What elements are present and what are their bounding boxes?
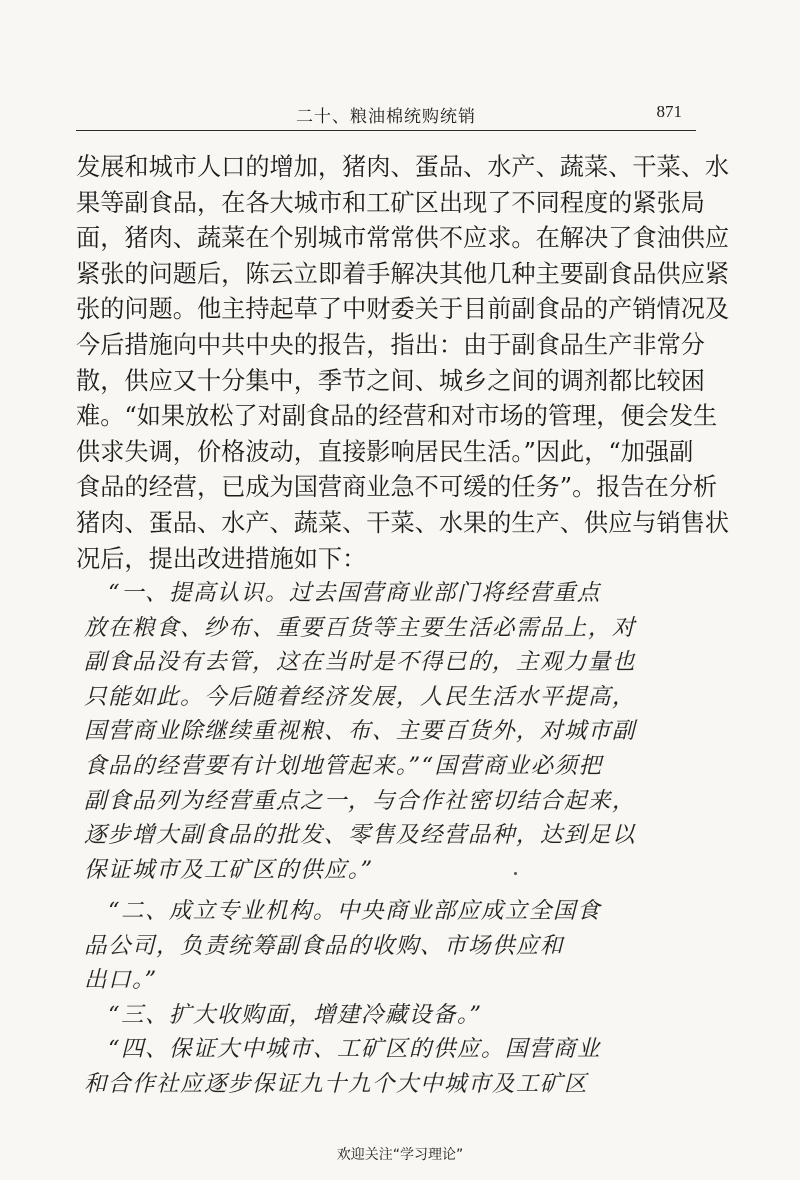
quote-line: 逐步增大副食品的批发、零售及经营品种，达到足以 (84, 822, 636, 849)
body-line: 供求失调，价格波动，直接影响居民生活。”因此，“加强副 (76, 437, 694, 466)
body-paragraph (76, 150, 730, 577)
quote-item-1 (84, 576, 664, 887)
quote-line: “四、保证大中城市、工矿区的供应。国营商业 (84, 1036, 601, 1062)
quote-line: 副食品列为经营重点之一，与合作社密切结合起来， (84, 787, 636, 814)
ink-speck (514, 872, 517, 875)
quote-line: 食品的经营要有计划地管起来。”“国营商业必须把 (84, 752, 603, 779)
quote-line: 出口。” (84, 967, 158, 994)
body-line: 难。“如果放松了对副食品的经营和对市场的管理，便会发生 (76, 402, 718, 431)
chapter-title: 二十、粮油棉统购统销 (296, 107, 476, 127)
quote-line: 国营商业除继续重视粮、布、主要百货外，对城市副 (84, 718, 636, 745)
quote-item-3 (84, 998, 664, 1033)
quote-item-2 (84, 894, 664, 998)
body-line: 面，猪肉、蔬菜在个别城市常常供不应求。在解决了食油供应 (76, 224, 730, 253)
body-line: 张的问题。他主持起草了中财委关于目前副食品的产销情况及 (76, 295, 730, 324)
body-line: 食品的经营，已成为国营商业急不可缓的任务”。报告在分析 (76, 473, 718, 502)
quote-line: 保证城市及工矿区的供应。” (84, 856, 374, 883)
running-header (76, 96, 696, 131)
body-line: 发展和城市人口的增加，猪肉、蛋品、水产、蔬菜、干菜、水 (76, 153, 730, 181)
body-line: 散，供应又十分集中，季节之间、城乡之间的调剂都比较困 (76, 366, 705, 395)
quote-line: “一、提高认识。过去国营商业部门将经营重点 (84, 580, 601, 606)
quote-line: “三、扩大收购面，增建冷藏设备。” (84, 1002, 483, 1028)
quote-line: 只能如此。今后随着经济发展，人民生活水平提高， (84, 683, 636, 710)
footer-caption: 欢迎关注“学习理论” (336, 1147, 464, 1163)
page-number: 871 (656, 102, 682, 121)
body-line: 猪肉、蛋品、水产、蔬菜、干菜、水果的生产、供应与销售状 (76, 508, 730, 537)
body-line: 紧张的问题后，陈云立即着手解决其他几种主要副食品供应紧 (76, 259, 730, 288)
quote-line: “二、成立专业机构。中央商业部应成立全国食 (84, 898, 601, 924)
body-line: 今后措施向中共中央的报告，指出：由于副食品生产非常分 (76, 330, 705, 359)
body-line: 况后，提出改进措施如下： (76, 544, 367, 573)
body-line: 果等副食品，在各大城市和工矿区出现了不同程度的紧张局 (76, 188, 705, 217)
quote-line: 和合作社应逐步保证九十九个大中城市及工矿区 (84, 1070, 588, 1097)
quote-item-4 (84, 1032, 664, 1101)
quote-line: 放在粮食、纱布、重要百货等主要生活必需品上，对 (84, 614, 636, 641)
quote-line: 品公司，负责统筹副食品的收购、市场供应和 (84, 932, 564, 959)
quote-line: 副食品没有去管，这在当时是不得已的，主观力量也 (84, 649, 636, 676)
